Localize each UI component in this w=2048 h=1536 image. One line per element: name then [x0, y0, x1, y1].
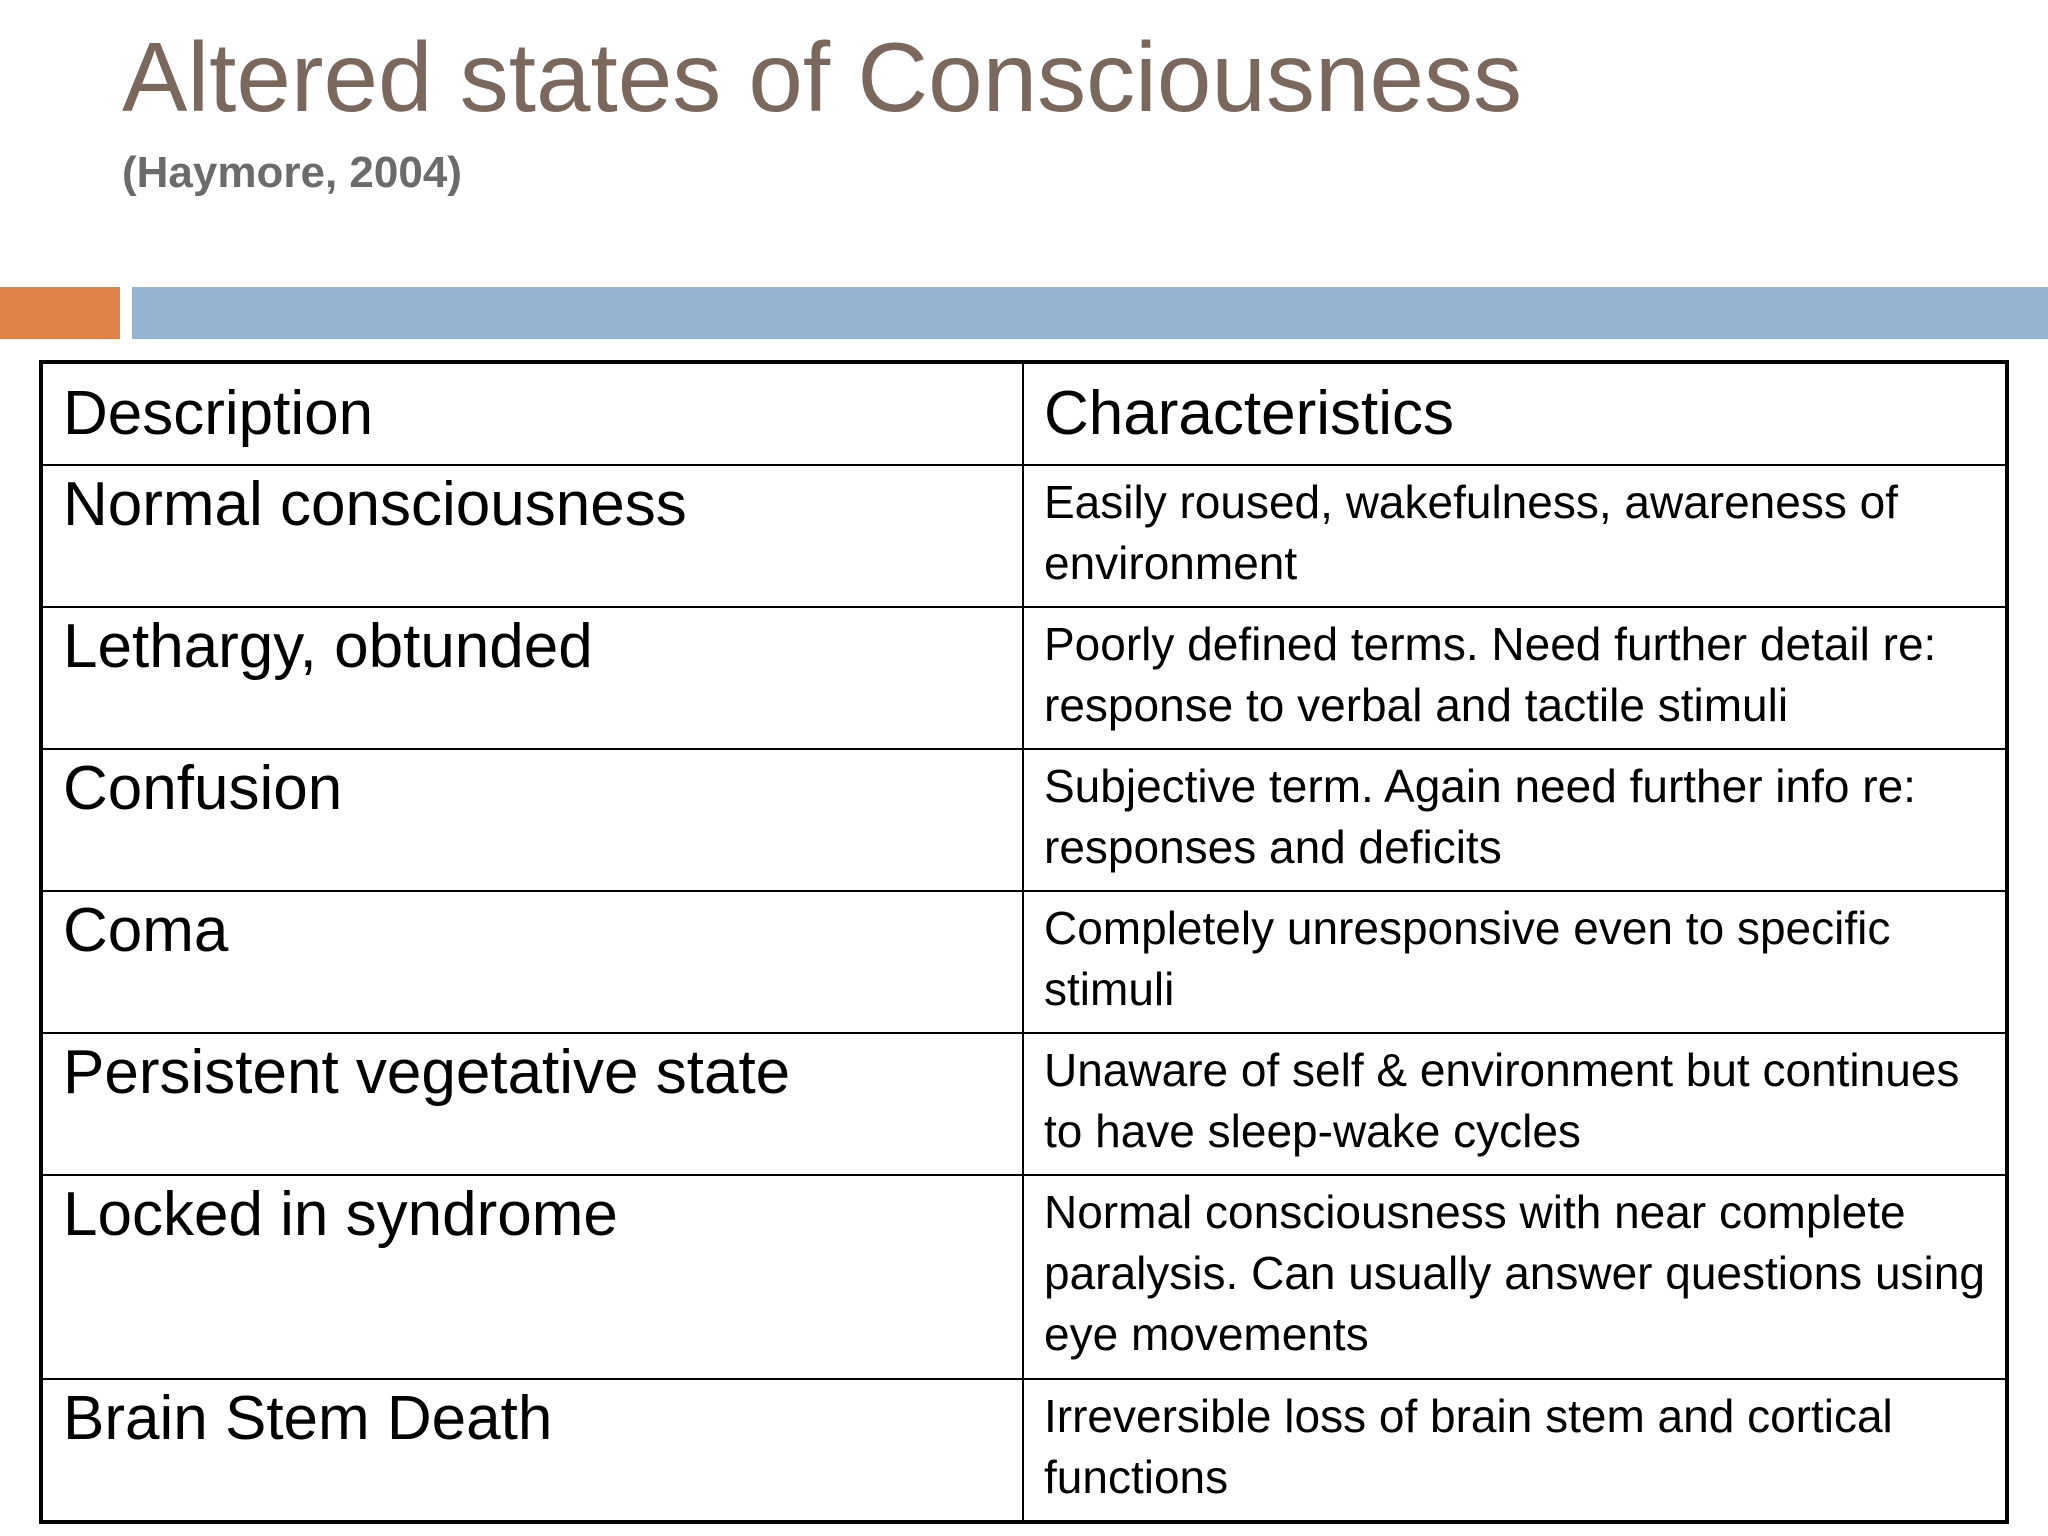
row-characteristics: Easily roused, wakefulness, awareness of environment [1023, 465, 2007, 607]
row-characteristics: Irreversible loss of brain stem and cortical functions [1023, 1379, 2007, 1522]
table-row [41, 607, 2007, 749]
row-description: Locked in syndrome [41, 1175, 1023, 1379]
title-block [122, 22, 1522, 198]
header-bar [132, 287, 2048, 339]
consciousness-states-table [39, 360, 2009, 1524]
table-row [41, 1379, 2007, 1522]
slide-subtitle: (Haymore, 2004) [122, 148, 462, 197]
row-description: Persistent vegetative state [41, 1033, 1023, 1175]
row-characteristics: Normal consciousness with near complete paralysis. Can usually answer questions using eye movements [1023, 1175, 2007, 1379]
slide-title: Altered states of Consciousness [122, 22, 1522, 132]
table-row [41, 465, 2007, 607]
accent-bar [0, 287, 120, 339]
row-description: Lethargy, obtunded [41, 607, 1023, 749]
row-description: Brain Stem Death [41, 1379, 1023, 1522]
row-characteristics: Completely unresponsive even to specific stimuli [1023, 891, 2007, 1033]
row-description: Normal consciousness [41, 465, 1023, 607]
table-row [41, 1175, 2007, 1379]
row-characteristics: Unaware of self & environment but continues to have sleep-wake cycles [1023, 1033, 2007, 1175]
table-row [41, 1033, 2007, 1175]
header-description: Description [41, 362, 1023, 465]
row-characteristics: Subjective term. Again need further info re: responses and deficits [1023, 749, 2007, 891]
row-description: Coma [41, 891, 1023, 1033]
header-characteristics: Characteristics [1023, 362, 2007, 465]
row-characteristics: Poorly defined terms. Need further detail re: response to verbal and tactile stimuli [1023, 607, 2007, 749]
table-row [41, 749, 2007, 891]
row-description: Confusion [41, 749, 1023, 891]
table-header-row [41, 362, 2007, 465]
table-row [41, 891, 2007, 1033]
